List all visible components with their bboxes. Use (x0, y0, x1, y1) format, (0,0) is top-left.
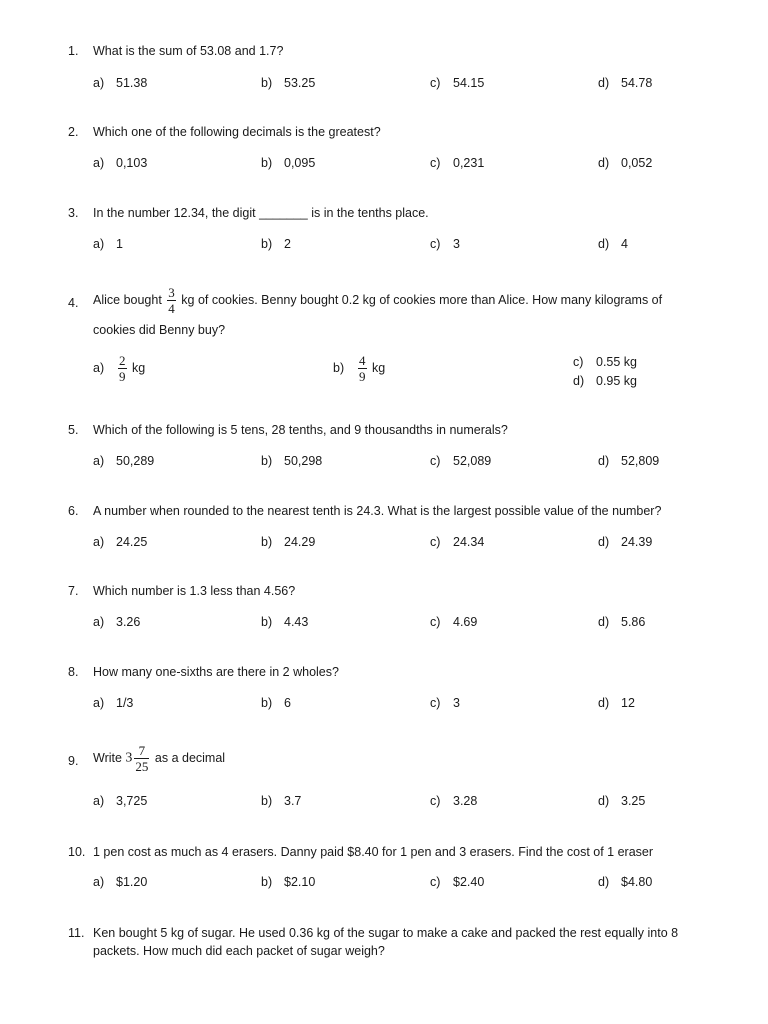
option-b: b) 0,095 (261, 156, 316, 170)
option-a: a) 24.25 (93, 535, 148, 549)
option-b: b) 4.43 (261, 615, 309, 629)
fraction: $\frac{2}{9}$ (119, 353, 126, 384)
option-a: a) 3.26 (93, 615, 141, 629)
question-number: 2. (68, 125, 79, 139)
question-number: 11. (68, 926, 85, 940)
question-stem: What is the sum of 53.08 and 1.7? (93, 44, 284, 58)
fraction: $\frac{4}{9}$ (359, 353, 366, 384)
option-a: a) $\frac{2}{9}$ kg (93, 353, 146, 384)
question-number: 3. (68, 206, 79, 220)
option-c: c) 54.15 (430, 76, 485, 90)
option-a: a) 1 (93, 237, 123, 251)
question-number: 4. (68, 296, 79, 310)
fraction: $\frac{7}{25}$ (135, 743, 149, 774)
option-b: b) 50,298 (261, 454, 323, 468)
option-d: d) 3.25 (598, 794, 646, 808)
option-a: a) 0,103 (93, 156, 148, 170)
option-a: a) $1.20 (93, 875, 148, 889)
option-d: d) 24.39 (598, 535, 653, 549)
question-stem: Which number is 1.3 less than 4.56? (93, 584, 296, 598)
option-b: b) 2 (261, 237, 291, 251)
question-number: 6. (68, 504, 79, 518)
option-d: d) 12 (598, 696, 635, 710)
option-b: b) 24.29 (261, 535, 316, 549)
option-c: c) 52,089 (430, 454, 492, 468)
option-b: b) 53.25 (261, 76, 316, 90)
option-d: d) 5.86 (598, 615, 646, 629)
option-c: c) 3 (430, 237, 460, 251)
option-b: b) $2.10 (261, 875, 316, 889)
question-number: 8. (68, 665, 79, 679)
question-stem: Alice bought $\frac{3}{4}$ kg of cookies. Benny bought 0.2 kg of cookies more than Alice. How many kilograms of (93, 285, 663, 316)
question-stem: How many one-sixths are there in 2 wholes? (93, 665, 339, 679)
option-b: b) 6 (261, 696, 291, 710)
question-number: 7. (68, 584, 79, 598)
question-number: 10. (68, 845, 86, 859)
question-number: 1. (68, 44, 79, 58)
question-stem: 1 pen cost as much as 4 erasers. Danny paid $8.40 for 1 pen and 3 erasers. Find the cost of 1 eraser (93, 845, 654, 859)
option-c: c) 0,231 (430, 156, 485, 170)
option-c: c) 3 (430, 696, 460, 710)
option-c: c) $2.40 (430, 875, 485, 889)
option-d: d) 54.78 (598, 76, 653, 90)
option-d: d) 0.95 kg (573, 374, 638, 388)
option-c: c) 24.34 (430, 535, 485, 549)
option-a: a) 51.38 (93, 76, 148, 90)
question-stem: Which one of the following decimals is the greatest? (93, 125, 381, 139)
option-c: c) 3.28 (430, 794, 478, 808)
question-stem-line-2: packets. How much did each packet of sugar weigh? (93, 944, 385, 958)
option-b: b) $\frac{4}{9}$ kg (333, 353, 386, 384)
option-d: d) 0,052 (598, 156, 653, 170)
question-stem-line-2: cookies did Benny buy? (93, 323, 226, 337)
option-c: c) 4.69 (430, 615, 478, 629)
option-a: a) 50,289 (93, 454, 155, 468)
question-stem: Write 3 $\frac{7}{25}$ as a decimal (93, 743, 226, 774)
option-b: b) 3.7 (261, 794, 302, 808)
question-stem: Which of the following is 5 tens, 28 tenths, and 9 thousandths in numerals? (93, 423, 508, 437)
question-number: 9. (68, 754, 79, 768)
fraction: $\frac{3}{4}$ (168, 285, 175, 316)
option-d: d) 4 (598, 237, 628, 251)
question-stem: In the number 12.34, the digit _______ is in the tenths place. (93, 206, 429, 220)
question-stem: A number when rounded to the nearest tenth is 24.3. What is the largest possible value of the number? (93, 504, 662, 518)
option-c: c) 0.55 kg (573, 355, 638, 369)
question-stem: Ken bought 5 kg of sugar. He used 0.36 kg of the sugar to make a cake and packed the rest equally into 8 (93, 926, 679, 940)
option-a: a) 1/3 (93, 696, 134, 710)
option-a: a) 3,725 (93, 794, 148, 808)
question-number: 5. (68, 423, 79, 437)
option-d: d) $4.80 (598, 875, 653, 889)
option-d: d) 52,809 (598, 454, 660, 468)
